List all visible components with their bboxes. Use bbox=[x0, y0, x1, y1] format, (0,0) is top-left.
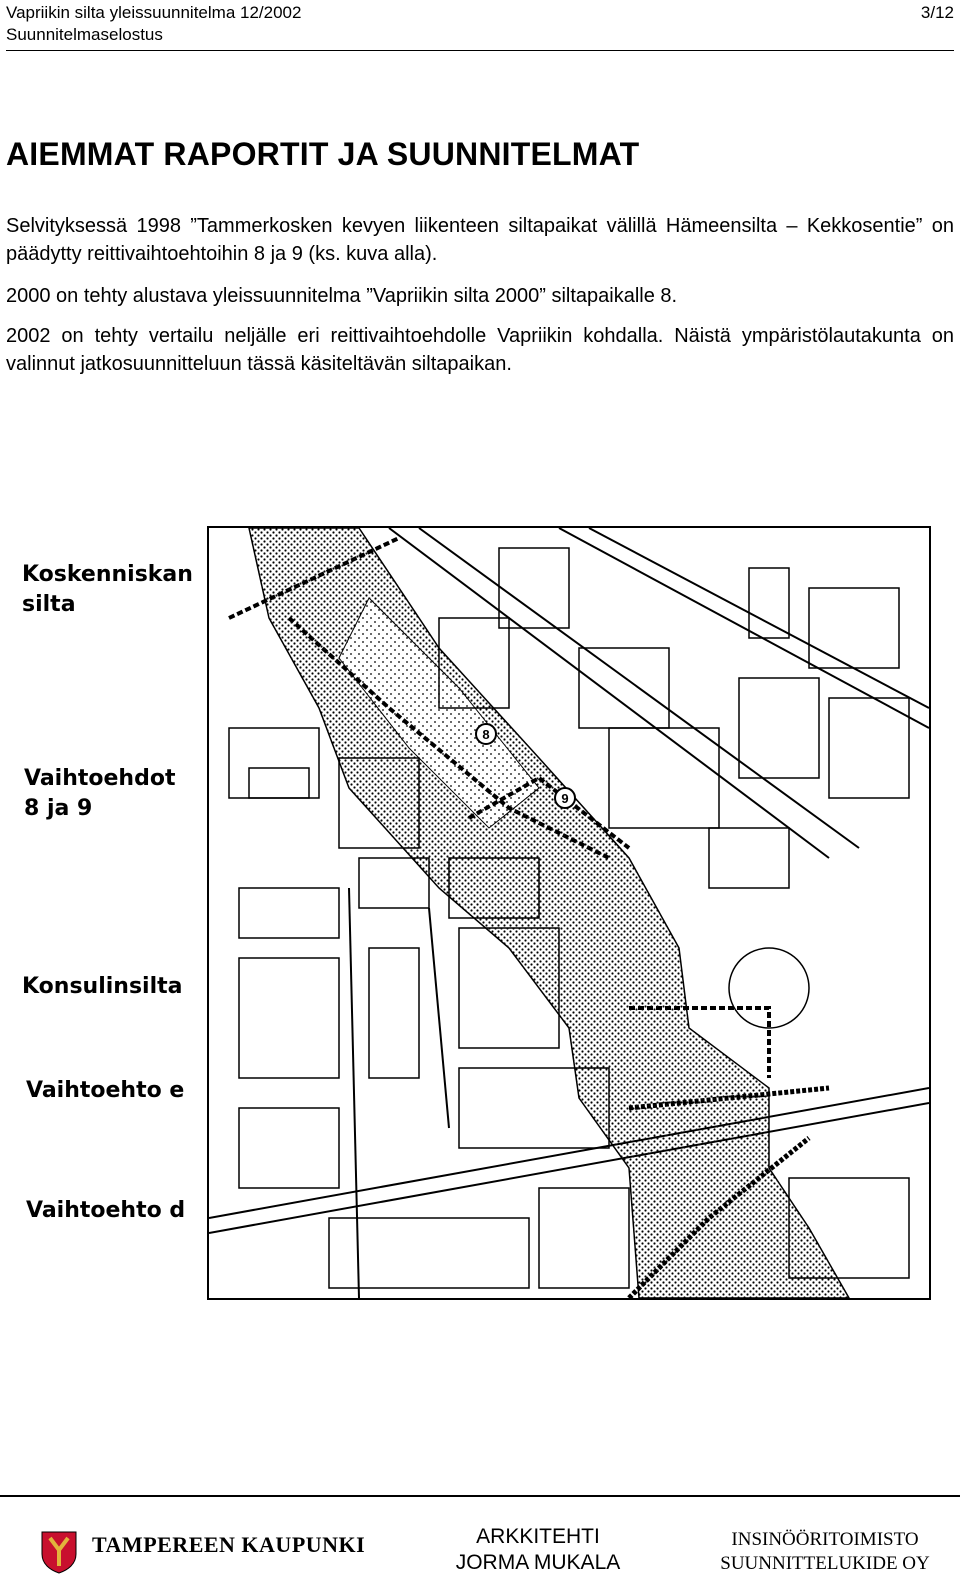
label-vaihtoehto-d: Vaihtoehto d bbox=[26, 1198, 186, 1223]
marker-8 bbox=[476, 724, 496, 744]
tampere-crest-icon bbox=[40, 1530, 78, 1574]
architect-line2: JORMA MUKALA bbox=[455, 1551, 621, 1574]
label-konsulinsilta: Konsulinsilta bbox=[22, 974, 183, 999]
architect-credit bbox=[438, 1524, 638, 1576]
engineering-credit bbox=[700, 1528, 950, 1576]
engineering-line2: SUUNNITTELUKIDE OY bbox=[720, 1553, 930, 1574]
road-main-2 bbox=[209, 1103, 929, 1233]
road-top-2 bbox=[589, 528, 929, 708]
document-subtitle: Suunnitelmaselostus bbox=[6, 25, 163, 44]
label-koskenniskan-line1: Koskenniskan bbox=[22, 562, 193, 587]
label-vaihtoehdot-line2: 8 ja 9 bbox=[24, 796, 93, 821]
label-vaihtoehdot-line1: Vaihtoehdot bbox=[24, 766, 176, 791]
label-vaihtoehdot-8-9 bbox=[24, 764, 175, 824]
engineering-line1: INSINÖÖRITOIMISTO bbox=[731, 1529, 919, 1550]
marker-9 bbox=[555, 788, 575, 808]
map-drawing bbox=[209, 528, 929, 1298]
paragraph-2: 2000 on tehty alustava yleissuunnitelma ”Vapriikin silta 2000” siltapaikalle 8. bbox=[6, 285, 678, 307]
route-options-map bbox=[207, 526, 931, 1300]
marker-8-label: 8 bbox=[482, 727, 490, 742]
city-name: TAMPEREEN KAUPUNKI bbox=[92, 1532, 366, 1557]
page-header bbox=[6, 0, 954, 51]
architect-line1: ARKKITEHTI bbox=[476, 1525, 600, 1548]
road-vertical-2 bbox=[429, 908, 449, 1128]
label-koskenniskan-line2: silta bbox=[22, 592, 76, 617]
section-heading: AIEMMAT RAPORTIT JA SUUNNITELMAT bbox=[6, 136, 640, 172]
label-vaihtoehto-e: Vaihtoehto e bbox=[26, 1078, 185, 1103]
page-number: 3/12 bbox=[920, 3, 954, 22]
paragraph-1: Selvityksessä 1998 ”Tammerkosken kevyen liikenteen siltapaikat välillä Hämeensilta – Kekkosentie” on päädytty reittivaihtoehtoihin 8 ja 9 (ks. kuva alla). bbox=[6, 215, 954, 265]
road-vertical bbox=[349, 888, 359, 1298]
label-koskenniskan-silta bbox=[22, 560, 193, 620]
paragraph-3: 2002 on tehty vertailu neljälle eri reittivaihtoehdolle Vapriikin kohdalla. Näistä ympäristölautakunta on valinnut jatkosuunnitteluun tässä käsiteltävän siltapaikan. bbox=[6, 325, 954, 375]
document-title: Vapriikin silta yleissuunnitelma 12/2002 bbox=[6, 3, 302, 22]
footer-divider bbox=[0, 1495, 960, 1497]
marker-9-label: 9 bbox=[561, 791, 569, 806]
